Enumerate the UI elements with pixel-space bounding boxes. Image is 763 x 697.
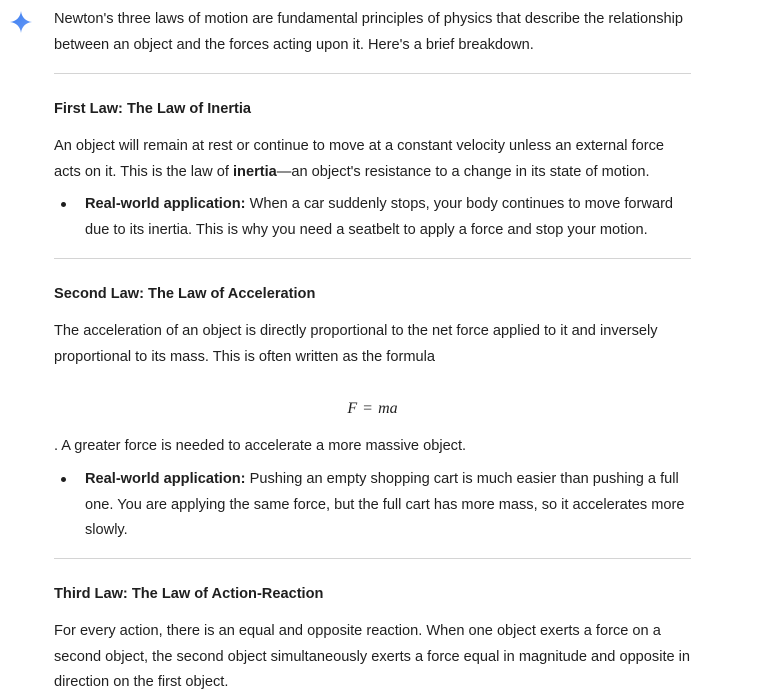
formula-equals: =	[363, 400, 373, 417]
section-divider	[54, 73, 691, 74]
formula	[54, 399, 691, 419]
first-law-bullets	[54, 192, 694, 243]
list-item	[54, 467, 694, 544]
bullet-label: Real-world application:	[85, 196, 246, 212]
first-law-paragraph	[54, 134, 694, 185]
gemini-sparkle-icon	[9, 10, 33, 34]
formula-rhs: ma	[378, 400, 398, 417]
bullet-text: When a car suddenly stops, your body continues to move forward due to its inertia. This is why you need a seatbelt to apply a force and stop your motion.	[85, 196, 674, 238]
first-law-text: An object will remain at rest or continue to move at a constant velocity unless an external force acts on it. This is the law of	[54, 138, 665, 180]
list-item	[54, 192, 694, 243]
second-law-paragraph-end: . A greater force is needed to accelerate a more massive object.	[54, 438, 467, 454]
third-law-paragraph: For every action, there is an equal and opposite reaction. When one object exerts a force on a second object, the second object simultaneously exerts a force equal in magnitude and opposite in direction on the first object.	[54, 623, 691, 690]
intro-text: Newton's three laws of motion are fundamental principles of physics that describe the relationship between an object and the forces acting upon it. Here's a brief breakdown.	[54, 11, 684, 53]
bullet-label: Real-world application:	[85, 471, 246, 487]
second-law-heading: Second Law: The Law of Acceleration	[54, 286, 316, 302]
inertia-term: inertia	[233, 163, 277, 180]
section-divider	[54, 558, 691, 559]
bullet-dot	[61, 202, 66, 207]
bullet-dot	[61, 477, 66, 482]
formula-lhs: F	[347, 400, 358, 417]
first-law-heading: First Law: The Law of Inertia	[54, 101, 252, 117]
section-divider	[54, 258, 691, 259]
second-law-paragraph: The acceleration of an object is directly proportional to the net force applied to it and inversely proportional to its mass. This is often written as the formula	[54, 323, 658, 365]
third-law-heading: Third Law: The Law of Action-Reaction	[54, 586, 324, 602]
bullet-text: Pushing an empty shopping cart is much easier than pushing a full one. You are applying the same force, but the full cart has more mass, so it accelerates more slowly.	[85, 471, 685, 538]
second-law-bullets	[54, 467, 694, 544]
first-law-text-end: —an object's resistance to a change in its state of motion.	[276, 163, 650, 180]
